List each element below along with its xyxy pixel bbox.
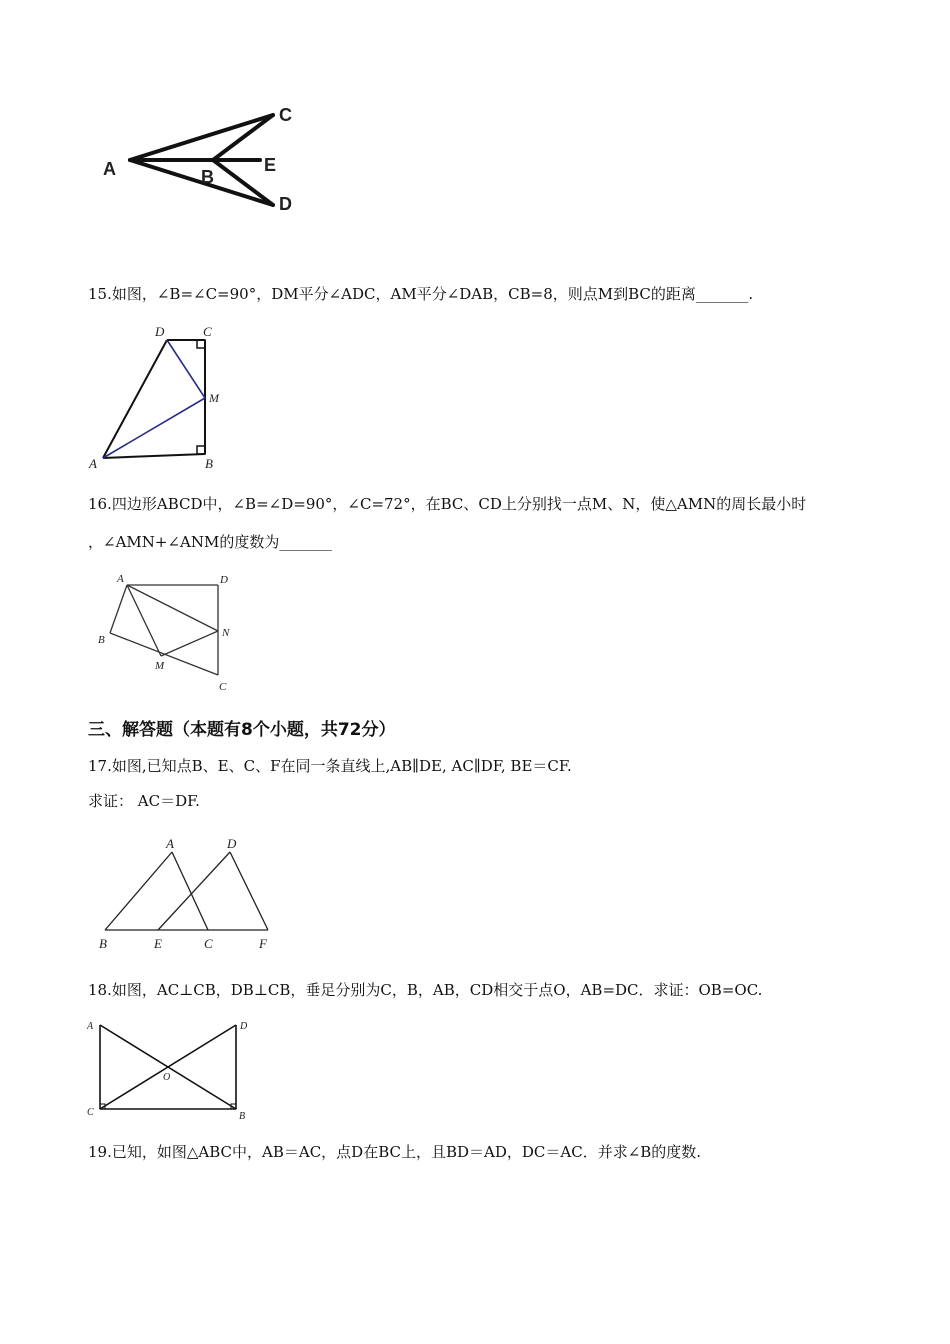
label-c: C xyxy=(219,681,227,693)
question-19: 19.已知，如图△ABC中，AB＝AC，点D在BC上，且BD＝AD，DC＝AC．并求∠B的度数. xyxy=(88,1143,702,1161)
label-b: B xyxy=(239,1111,246,1122)
question-16-line1: 16.四边形ABCD中，∠B=∠D=90°，∠C=72°，在BC、CD上分别找一点M、N，使△AMN的周长最小时 xyxy=(88,495,807,513)
label-b: B xyxy=(205,456,213,471)
label-d: D xyxy=(220,574,228,586)
figure-q16 xyxy=(90,570,250,695)
label-d: D xyxy=(227,836,237,851)
label-b: B xyxy=(201,167,214,187)
label-a: A xyxy=(166,836,174,851)
segment-df xyxy=(230,852,268,930)
segment-an xyxy=(127,585,218,631)
segment-mn xyxy=(161,631,218,656)
label-m: M xyxy=(155,660,165,672)
question-17-line2: 求证： AC＝DF. xyxy=(88,792,200,810)
segment-ac xyxy=(172,852,208,930)
segment-am xyxy=(127,585,161,656)
label-a: A xyxy=(103,159,116,179)
label-d: D xyxy=(240,1021,248,1032)
label-o: O xyxy=(163,1072,171,1083)
figure-q17 xyxy=(90,832,280,954)
figure-q14 xyxy=(95,95,315,220)
label-a: A xyxy=(117,573,124,585)
label-f: F xyxy=(259,936,267,951)
label-e: E xyxy=(154,936,162,951)
label-c: C xyxy=(87,1107,94,1118)
segment-ed xyxy=(158,852,230,930)
question-17-line1: 17.如图,已知点B、E、C、F在同一条直线上,AB∥DE, AC∥DF, BE＝CF. xyxy=(88,757,572,775)
label-a: A xyxy=(87,1021,94,1032)
label-d: D xyxy=(279,194,292,214)
label-e: E xyxy=(264,155,277,175)
segment-ab xyxy=(110,585,127,633)
label-c: C xyxy=(203,324,212,339)
label-n: N xyxy=(222,627,230,639)
label-a: A xyxy=(89,456,97,471)
label-c: C xyxy=(279,105,292,125)
section-heading: 三、解答题（本题有8个小题，共72分） xyxy=(88,720,396,740)
figure-q18 xyxy=(83,1015,258,1125)
segment-bc xyxy=(213,115,273,160)
label-d: D xyxy=(155,324,165,339)
question-18: 18.如图，AC⊥CB，DB⊥CB，垂足分别为C，B，AB，CD相交于点O，AB=DC．求证：OB=OC. xyxy=(88,981,763,999)
segment-ba xyxy=(105,852,172,930)
right-angle-b xyxy=(197,446,205,454)
figure-q15 xyxy=(85,322,235,472)
question-16-line2: ，∠AMN+∠ANM的度数为_______ xyxy=(88,533,332,551)
label-c: C xyxy=(204,936,213,951)
segment-ac xyxy=(130,115,273,160)
question-15: 15.如图，∠B=∠C=90°，DM平分∠ADC，AM平分∠DAB，CB=8，则点M到BC的距离_______. xyxy=(88,285,754,303)
segment-ab xyxy=(103,454,205,458)
label-b: B xyxy=(99,936,107,951)
label-b: B xyxy=(98,634,105,646)
label-m: M xyxy=(209,391,219,405)
right-angle-c xyxy=(197,340,205,348)
segment-ad xyxy=(103,340,167,458)
